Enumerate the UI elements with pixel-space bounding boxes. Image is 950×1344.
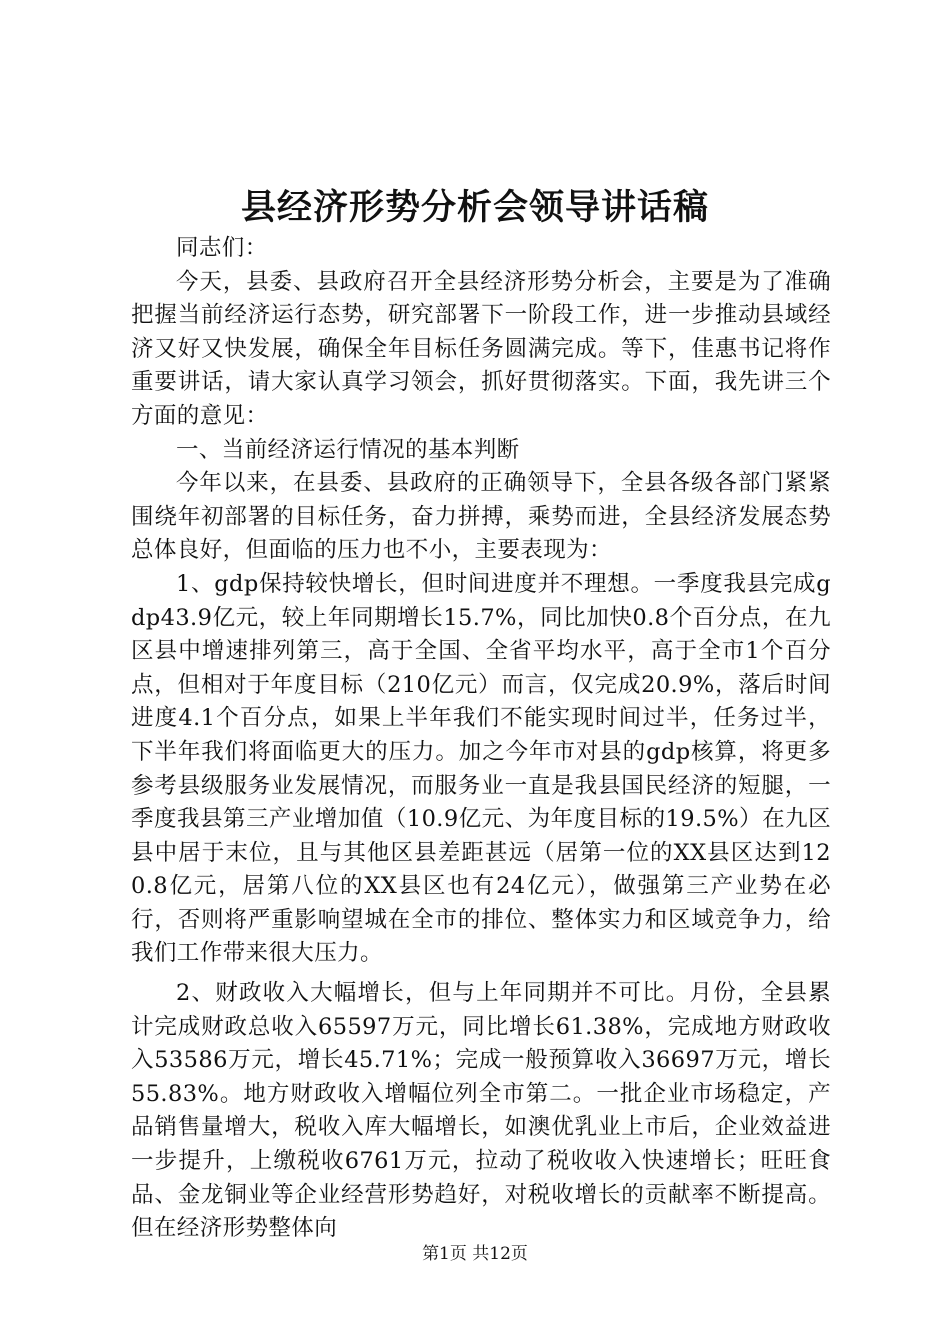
section-heading: 一、当前经济运行情况的基本判断 <box>176 436 520 463</box>
document-title: 县经济形势分析会领导讲话稿 <box>240 187 709 228</box>
gdp-paragraph: 1、gdp保持较快增长，但时间进度并不理想。一季度我县完成gdp43.9亿元，较上年同期增长15.7%，同比加快0.8个百分点，在九区县中增速排列第三，高于全国、全省平均水平，高于全市1个百分点，但相对于年度目标（210亿元）而言，仅完成20.9%，落后时间进度4.1个百分点，如果上半年我们不能实现时间过半，任务过半，下半年我们将面临更大的压力。加之今年市对县的gdp核算，将更多参考县级服务业发展情况，而服务业一直是我县国民经济的短腿，一季度我县第三产业增加值（10.9亿元、为年度目标的19.5%）在九区县中居于末位，且与其他区县差距甚远（居第一位的XX县区达到120.8亿元，居第八位的XX县区也有24亿元），做强第三产业势在必行，否则将严重影响望城在全市的排位、整体实力和区域竞争力，给我们工作带来很大压力。 <box>131 570 831 967</box>
document-body <box>131 232 831 1246</box>
fiscal-paragraph: 2、财政收入大幅增长，但与上年同期并不可比。月份，全县累计完成财政总收入65597万元，同比增长61.38%，完成地方财政收入53586万元，增长45.71%；完成一般预算收入36697万元，增长55.83%。地方财政收入增幅位列全市第二。一批企业市场稳定，产品销售量增大，税收入库大幅增长，如澳优乳业上市后，企业效益进一步提升，上缴税收6761万元，拉动了税收收入快速增长；旺旺食品、金龙铜业等企业经营形势趋好，对税收增长的贡献率不断提高。但在经济形势整体向 <box>131 980 831 1242</box>
intro-paragraph: 今天，县委、县政府召开全县经济形势分析会，主要是为了准确把握当前经济运行态势，研究部署下一阶段工作，进一步推动县域经济又好又快发展，确保全年目标任务圆满完成。等下，佳惠书记将作重要讲话，请大家认真学习领会，抓好贯彻落实。下面，我先讲三个方面的意见： <box>131 268 831 429</box>
overview-paragraph: 今年以来，在县委、县政府的正确领导下，全县各级各部门紧紧围绕年初部署的目标任务，奋力拼搏，乘势而进，全县经济发展态势总体良好，但面临的压力也不小，主要表现为： <box>131 470 831 564</box>
salutation-paragraph: 同志们： <box>176 235 268 261</box>
page-footer: 第1页 共12页 <box>422 1244 528 1264</box>
